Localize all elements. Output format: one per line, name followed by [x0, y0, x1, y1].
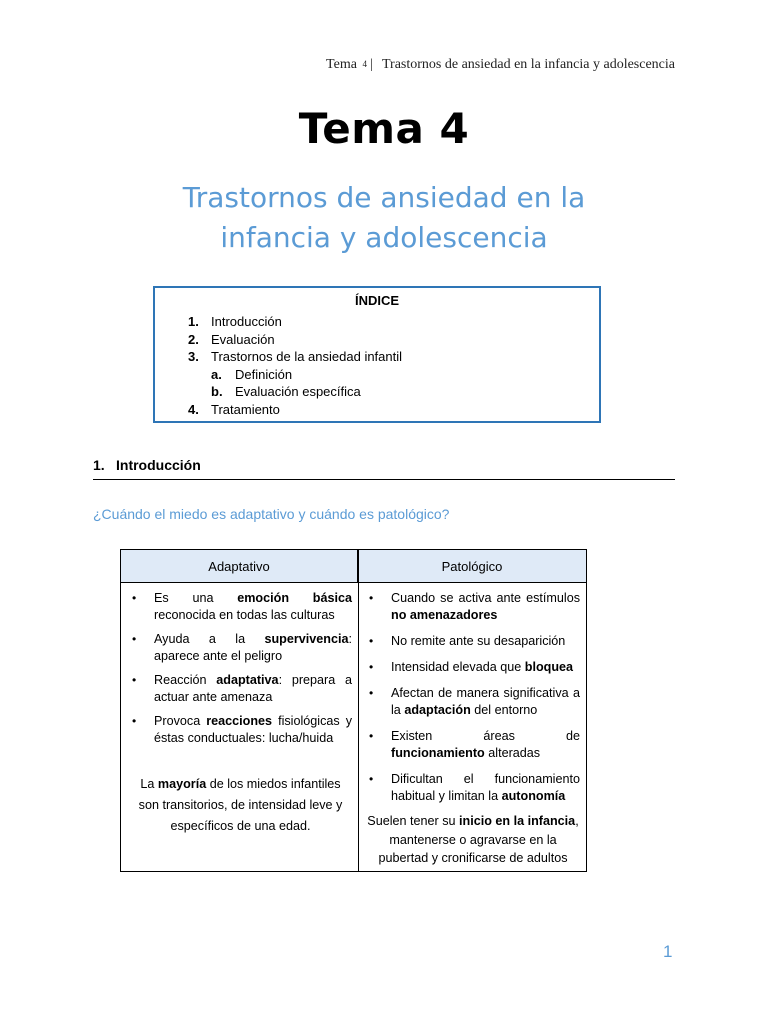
header-tema-word: Tema [326, 57, 357, 72]
index-item [155, 313, 599, 331]
index-item-text: Evaluación específica [235, 384, 361, 399]
index-subitem [155, 383, 599, 401]
index-item-text: Introducción [211, 314, 282, 329]
index-subitem [155, 366, 599, 384]
section-title: Introducción [116, 457, 201, 473]
pathological-column [366, 590, 580, 868]
adaptive-column [129, 590, 352, 837]
index-item-number: 2. [188, 331, 199, 347]
header-separator: | [369, 57, 373, 72]
pathological-note: Suelen tener su inicio en la infancia, mantenerse o agravarse en la pubertad y cronificarse de adultos [367, 814, 579, 865]
page-number: 1 [663, 942, 673, 961]
index-title: ÍNDICE [354, 293, 400, 308]
list-item: • Ayuda a la supervivencia: aparece ante el peligro [132, 632, 352, 663]
bullet-icon: • [369, 660, 374, 674]
bullet-icon: • [369, 591, 374, 605]
section-number: 1. [93, 457, 105, 473]
list-item: • Es una emoción básica reconocida en todas las culturas [132, 591, 352, 622]
index-item [155, 348, 599, 366]
list-item: • No remite ante su desaparición [369, 634, 566, 648]
index-item [155, 331, 599, 349]
bullet-icon: • [369, 729, 374, 743]
index-box [153, 286, 601, 423]
section-heading [93, 457, 675, 480]
header-subject: Trastornos de ansiedad en la infancia y adolescencia [382, 57, 675, 72]
index-item-text: Evaluación [211, 331, 275, 347]
adaptive-note: La mayoría de los miedos infantiles son transitorios, de intensidad leve y específicos de una edad. [138, 777, 343, 833]
index-item-text: Trastornos de la ansiedad infantil [211, 349, 403, 364]
document-title: Tema 4 [298, 104, 470, 153]
index-item-number: 3. [188, 349, 199, 364]
list-item: • Provoca reacciones fisiológicas y éstas conductuales: lucha/huida [132, 714, 352, 745]
document-subtitle [0, 178, 768, 258]
comparison-table [120, 549, 587, 872]
header-tema-number: 4 [362, 59, 367, 69]
bullet-icon: • [369, 772, 374, 786]
bullet-icon: • [132, 714, 137, 728]
index-item-text: Tratamiento [211, 401, 280, 417]
table-header-pathological: Patológico [358, 550, 586, 583]
column-divider [358, 550, 359, 871]
bullet-icon: • [369, 634, 374, 648]
bullet-icon: • [132, 591, 137, 605]
index-item-text: Definición [235, 366, 293, 382]
index-item-number: 1. [188, 314, 199, 329]
table-header-adaptive: Adaptativo [121, 550, 358, 583]
index-item-number: a. [211, 366, 222, 382]
index-item [155, 401, 599, 419]
list-item: • Afectan de manera significativa a la adaptación del entorno [369, 686, 580, 717]
index-list [155, 313, 599, 418]
running-header [326, 57, 675, 73]
bullet-icon: • [369, 686, 374, 700]
list-item: • Cuando se activa ante estímulos no amenazadores [369, 591, 580, 622]
index-item-number: b. [211, 384, 223, 399]
list-item: • Existen áreas de funcionamiento alteradas [369, 729, 580, 760]
list-item: • Dificultan el funcionamiento habitual y limitan la autonomía [369, 772, 580, 803]
section-question: ¿Cuándo el miedo es adaptativo y cuándo es patológico? [93, 506, 450, 522]
bullet-icon: • [132, 673, 137, 687]
list-item: • Reacción adaptativa: prepara a actuar ante amenaza [132, 673, 352, 704]
index-item-number: 4. [188, 401, 199, 417]
subtitle-line-1: Trastornos de ansiedad en la [182, 181, 586, 214]
subtitle-line-2: infancia y adolescencia [220, 221, 548, 254]
bullet-icon: • [132, 632, 137, 646]
list-item: • Intensidad elevada que bloquea [369, 660, 574, 674]
